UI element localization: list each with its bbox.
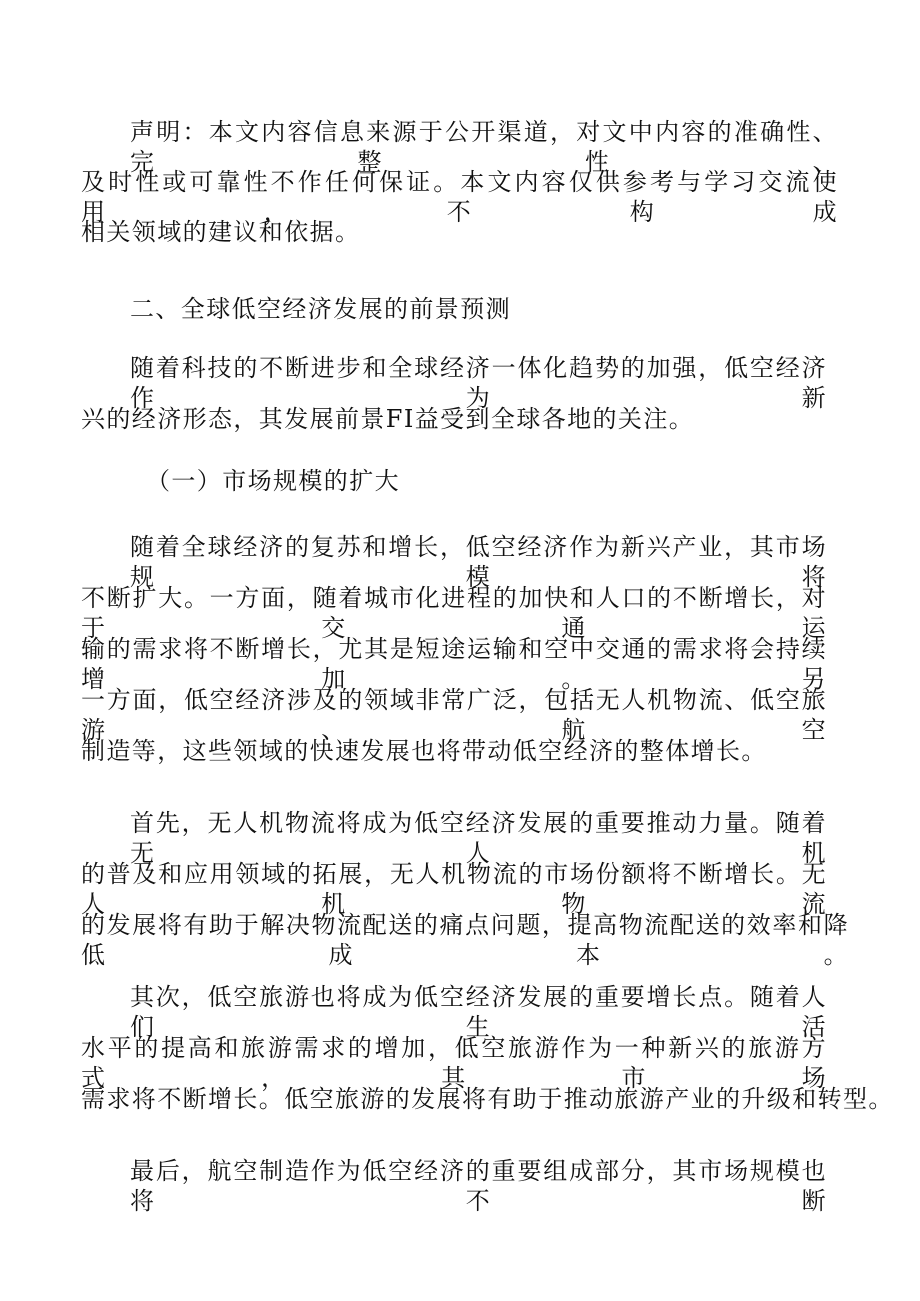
para3-line-2: 水平的提高和旅游需求的增加，低空旅游作为一种新兴的旅游方式，其市场	[81, 1034, 827, 1092]
para1-line-3: 输的需求将不断增长，尤其是短途运输和空中交通的需求将会持续增加。另	[81, 635, 827, 693]
section-heading: 二、全球低空经济发展的前景预测	[130, 295, 511, 323]
para4-line-1: 最后，航空制造作为低空经济的重要组成部分，其市场规模也将不断	[130, 1157, 827, 1215]
disclaimer-line-2: 及时性或可靠性不作任何保证。本文内容仅供参考与学习交流使用，不构成	[81, 168, 838, 226]
intro-line-2: 兴的经济形态，其发展前景FI益受到全球各地的关注。	[81, 405, 695, 433]
disclaimer-line-3: 相关领域的建议和依据。	[81, 218, 361, 246]
subsection-heading: （一）市场规模的扩大	[146, 467, 400, 495]
disclaimer-line-1: 声明：本文内容信息来源于公开渠道，对文中内容的准确性、完整性、	[130, 118, 838, 176]
para1-line-2: 不断扩大。一方面，随着城市化进程的加快和人口的不断增长，对于交通运	[81, 584, 827, 642]
para1-line-1: 随着全球经济的复苏和增长，低空经济作为新兴产业，其市场规模将	[130, 533, 827, 591]
para1-line-5: 制造等，这些领域的快速发展也将带动低空经济的整体增长。	[81, 737, 767, 765]
intro-line-1: 随着科技的不断进步和全球经济一体化趋势的加强，低空经济作为新	[130, 354, 827, 412]
para3-line-3: 需求将不断增长。低空旅游的发展将有助于推动旅游产业的升级和转型。	[81, 1085, 894, 1113]
para2-line-2: 的普及和应用领域的拓展，无人机物流的市场份额将不断增长。无人机物流	[81, 860, 827, 918]
para1-line-4: 一方面，低空经济涉及的领域非常广泛，包括无人机物流、低空旅游、航空	[81, 686, 827, 744]
para3-line-1: 其次，低空旅游也将成为低空经济发展的重要增长点。随着人们生活	[130, 983, 827, 1041]
para2-line-1: 首先，无人机物流将成为低空经济发展的重要推动力量。随着无人机	[130, 809, 827, 867]
para2-line-3: 的发展将有助于解决物流配送的痛点问题，提高物流配送的效率和降低成本。	[81, 911, 849, 969]
